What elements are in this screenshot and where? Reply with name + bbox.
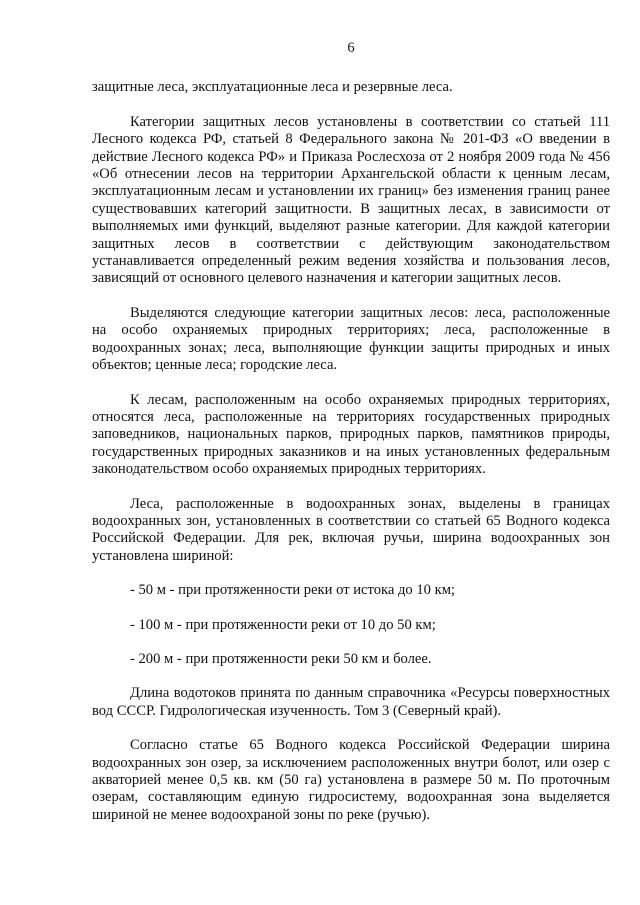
paragraph-protected-territories: К лесам, расположенным на особо охраняемых природных территориях, относятся леса, расположенные на территориях государственных природных заповедников, национальных парков, природных парков, памятников природы, государственных природных заказников и на иных установленных федеральным законодательством особо охраняемых природных территориях. — [92, 391, 610, 478]
paragraph-lakes: Согласно статье 65 Водного кодекса Российской Федерации ширина водоохранных зон озер, за исключением расположенных внутри болот, или озер с акваторией менее 0,5 кв. км (50 га) установлена в размере 50 м. По проточным озерам, составляющим единую гидросистему, водоохранная зона выделяется шириной не менее водоохраной зоны по реке (ручью). — [92, 737, 610, 823]
bullet-item: - 50 м - при протяженности реки от истока до 10 км; — [130, 582, 455, 599]
paragraph-watercourse-length: Длина водотоков принята по данным справочника «Ресурсы поверхностных вод СССР. Гидрологическая изученность. Том 3 (Северный край). — [92, 685, 610, 719]
paragraph-water-protection-zones: Леса, расположенные в водоохранных зонах, выделены в границах водоохранных зон, установленных в соответствии со статьей 65 Водного кодекса Российской Федерации. Для рек, включая ручьи, ширина водоохранных зон установлена шириной: — [92, 495, 610, 564]
paragraph-categories-list: Выделяются следующие категории защитных лесов: леса, расположенные на особо охраняемых природных территориях; леса, расположенные в водоохранных зонах; леса, выполняющие функции защиты природных и иных объектов; ценные леса; городские леса. — [92, 304, 610, 374]
bullet-item: - 100 м - при протяженности реки от 10 до 50 км; — [130, 616, 436, 633]
paragraph-protective-forest-categories: Категории защитных лесов установлены в соответствии со статьей 111 Лесного кодекса РФ, статьей 8 Федерального закона № 201-ФЗ «О введении в действие Лесного кодекса РФ» и Приказа Рослесхоза от 2 ноября 2009 года № 456 «Об отнесении лесов на территории Архангельской области к ценным лесам, эксплуатационным лесам и установлении их границ» без изменения границ ранее существовавших категорий защитности. В защитных лесах, в зависимости от выполняемых ими функций, выделяют разные категории. Для каждой категории защитных лесов в соответствии с действующим законодательством устанавливается определенный режим ведения хозяйства и пользования лесов, зависящий от основного целевого назначения и категории защитных лесов. — [92, 113, 610, 287]
bullet-item: - 200 м - при протяженности реки 50 км и более. — [130, 650, 432, 667]
page-number: 6 — [347, 40, 355, 56]
paragraph-continuation: защитные леса, эксплуатационные леса и резервные леса. — [92, 79, 453, 96]
